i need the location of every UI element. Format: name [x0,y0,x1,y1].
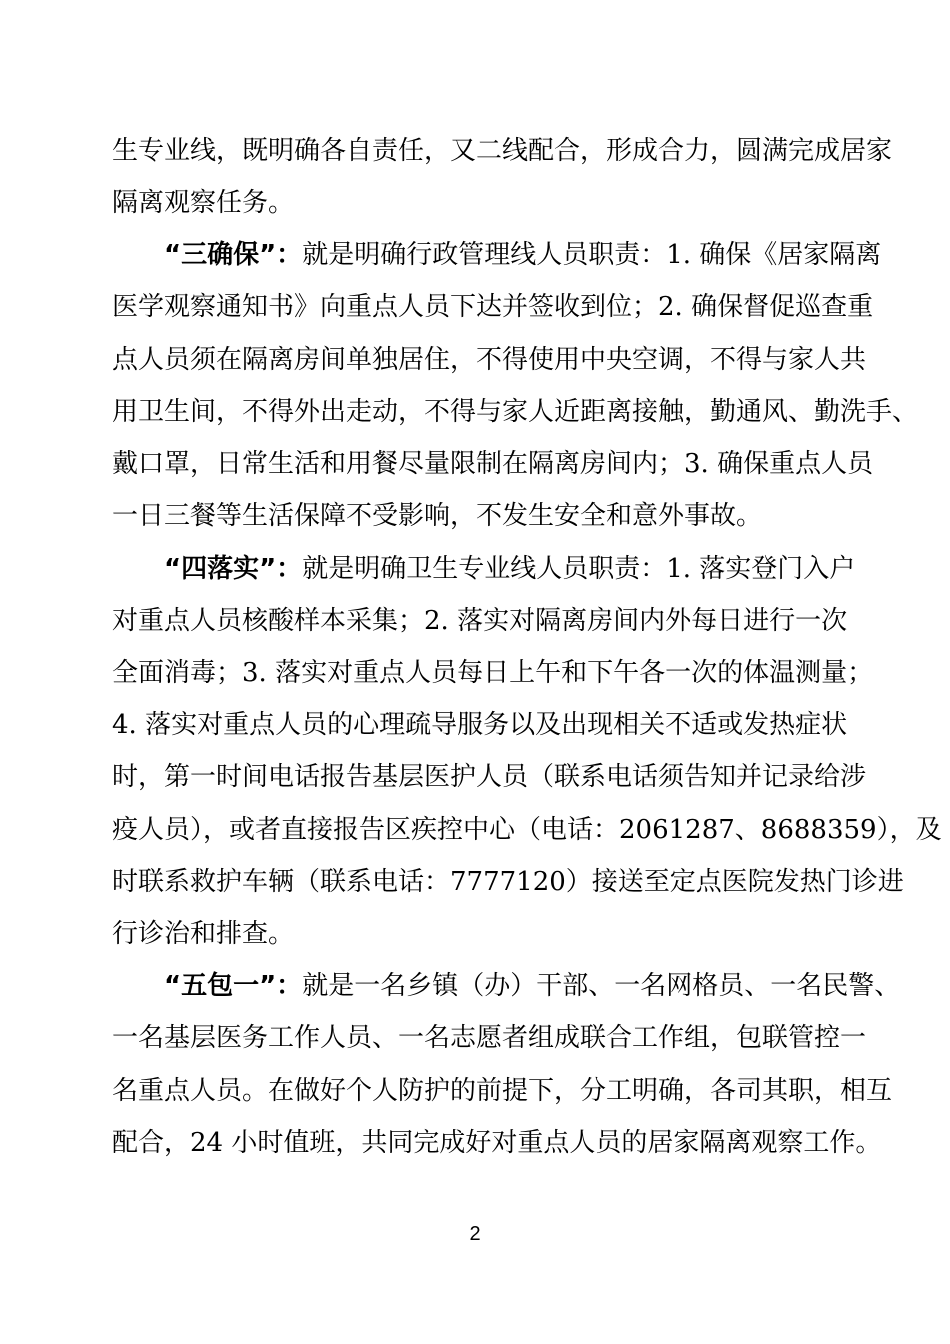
body-line: 对重点人员核酸样本采集；2. 落实对隔离房间内外每日进行一次 [112,606,848,636]
body-line: 疫人员），或者直接报告区疾控中心（电话：2061287、8688359），及 [112,815,942,845]
page-number: 2 [469,1223,481,1245]
body-line: 医学观察通知书》向重点人员下达并签收到位；2. 确保督促巡查重 [112,292,874,322]
body-line: 点人员须在隔离房间单独居住，不得使用中央空调，不得与家人共 [112,345,867,375]
body-line: 隔离观察任务。 [112,188,295,218]
section-heading-text: 就是明确行政管理线人员职责：1. 确保《居家隔离 [302,240,882,270]
section-heading-text: 就是明确卫生专业线人员职责：1. 落实登门入户 [302,554,856,584]
section-heading-line [164,966,901,1006]
body-line: 全面消毒；3. 落实对重点人员每日上午和下午各一次的体温测量； [112,658,874,688]
section-heading-text: 就是一名乡镇（办）干部、一名网格员、一名民警、 [302,971,901,1001]
body-line: 用卫生间，不得外出走动，不得与家人近距离接触，勤通风、勤洗手、 [112,397,919,427]
body-line: 时联系救护车辆（联系电话：7777120）接送至定点医院发热门诊进 [112,867,904,897]
body-line: 4. 落实对重点人员的心理疏导服务以及出现相关不适或发热症状 [112,710,848,740]
section-heading: “四落实”： [164,554,303,584]
body-line: 戴口罩，日常生活和用餐尽量限制在隔离房间内；3. 确保重点人员 [112,449,874,479]
body-line: 名重点人员。在做好个人防护的前提下，分工明确，各司其职，相互 [112,1076,893,1106]
section-heading-line [164,235,882,275]
section-heading-line [164,549,856,589]
body-line: 一日三餐等生活保障不受影响，不发生安全和意外事故。 [112,501,763,531]
section-heading: “三确保”： [164,240,303,270]
section-heading: “五包一”： [164,971,303,1001]
body-line: 配合，24 小时值班，共同完成好对重点人员的居家隔离观察工作。 [112,1128,882,1158]
body-line: 时，第一时间电话报告基层医护人员（联系电话须告知并记录给涉 [112,762,867,792]
body-line: 生专业线，既明确各自责任，又二线配合，形成合力，圆满完成居家 [112,136,893,166]
body-line: 行诊治和排查。 [112,919,295,949]
body-line: 一名基层医务工作人员、一名志愿者组成联合工作组，包联管控一 [112,1023,867,1053]
